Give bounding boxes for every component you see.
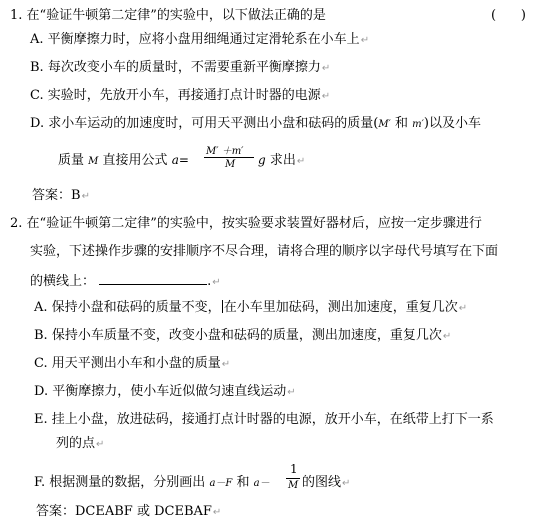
q2-f-bar (286, 478, 300, 479)
q2-option-d: D. 平衡摩擦力，使小车近似做匀速直线运动↵ (34, 384, 296, 399)
paragraph-mark-icon: ↵ (321, 63, 331, 74)
q1-answer-paren: ( ) (491, 8, 526, 23)
paragraph-mark-icon: ↵ (287, 387, 296, 398)
paragraph-mark-icon: ↵ (221, 359, 231, 370)
q2-f-denominator: M (288, 480, 299, 491)
q2-option-a: A. 保持小盘和砝码的质量不变， 在小车里加砝码，测出加速度，重复几次↵ (34, 300, 468, 315)
q2-option-f: F. 根据测量的数据，分别画出 a－F 和 a－ (34, 475, 270, 490)
paragraph-mark-icon: ↵ (458, 303, 468, 314)
q2-option-f-tail: 的图线↵ (302, 475, 351, 490)
q2-option-c: C. 用天平测出小车和小盘的质量↵ (34, 356, 231, 371)
paragraph-mark-icon: ↵ (296, 156, 306, 167)
q2-stem-line-3: 的横线上： .↵ (30, 270, 221, 293)
q1-option-c: C. 实验时，先放开小车，再接通打点计时器的电源↵ (30, 88, 331, 103)
paragraph-mark-icon: ↵ (321, 91, 331, 102)
paragraph-mark-icon: ↵ (81, 191, 90, 202)
q2-stem-line-1: 2. 在“验证牛顿第二定律”的实验中，按实验要求装置好器材后，应按一定步骤进行 (10, 216, 482, 231)
paragraph-mark-icon: ↵ (342, 478, 351, 489)
text-cursor (222, 300, 223, 313)
q1-formula-denominator: M (225, 159, 236, 170)
q1-formula-bar (204, 157, 254, 158)
q2-answer: 答案：DCEABF 或 DCEBAF↵ (36, 504, 222, 519)
paragraph-mark-icon: ↵ (360, 35, 370, 46)
answer-blank[interactable] (99, 270, 207, 285)
q1-option-b: B. 每次改变小车的质量时，不需要重新平衡摩擦力↵ (30, 60, 331, 75)
q1-formula-numerator: M′ ＋m′ (206, 146, 244, 157)
q2-option-b: B. 保持小车质量不变，改变小盘和砝码的质量，测出加速度，重复几次↵ (34, 328, 452, 343)
paragraph-mark-icon: ↵ (212, 277, 221, 288)
paragraph-mark-icon: ↵ (442, 331, 452, 342)
q2-stem-line-2: 实验，下述操作步骤的安排顺序不尽合理，请将合理的顺序以字母代号填写在下面 (30, 244, 499, 259)
q1-stem: 1. 在“验证牛顿第二定律”的实验中，以下做法正确的是 (10, 8, 326, 23)
q1-answer: 答案：B↵ (32, 188, 90, 203)
paragraph-mark-icon: ↵ (96, 439, 105, 450)
q2-option-e-continued: 列的点↵ (56, 436, 105, 451)
paragraph-mark-icon: ↵ (212, 507, 222, 518)
q1-option-d: D. 求小车运动的加速度时，可用天平测出小盘和砝码的质量(M′ 和 m′)以及小车 (30, 116, 481, 131)
q1-option-d-continued: 质量 M 直接用公式 a= (58, 153, 189, 168)
q1-option-a: A. 平衡摩擦力时，应将小盘用细绳通过定滑轮系在小车上↵ (30, 32, 370, 47)
q1-formula-tail: g 求出↵ (258, 153, 306, 168)
q2-option-e: E. 挂上小盘，放进砝码，接通打点计时器的电源，放开小车，在纸带上打下一系 (34, 412, 494, 427)
q2-f-numerator: 1 (290, 462, 298, 476)
